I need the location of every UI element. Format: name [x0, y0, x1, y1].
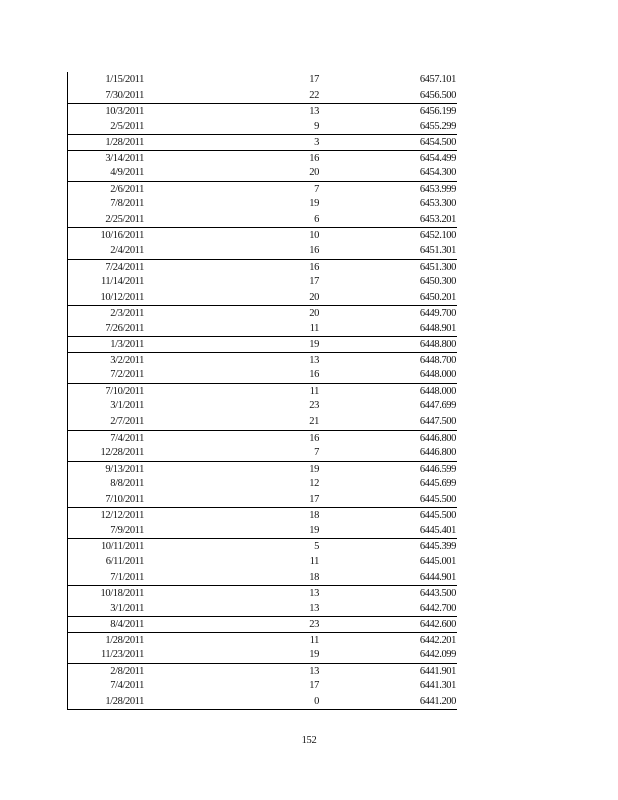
- table-row: [68, 554, 457, 570]
- value-cell: 6448.000: [419, 385, 456, 397]
- count-cell: 13: [309, 588, 319, 600]
- value-cell: 6441.301: [419, 680, 456, 692]
- table-row: [68, 150, 457, 166]
- date-cell: 11/14/2011: [100, 276, 144, 288]
- count-cell: 16: [309, 369, 319, 381]
- table-row: [68, 196, 457, 212]
- date-cell: 9/13/2011: [105, 463, 144, 475]
- date-cell: 3/2/2011: [110, 354, 144, 366]
- count-cell: 16: [309, 432, 319, 444]
- table-row: [68, 445, 457, 461]
- value-cell: 6445.500: [419, 493, 456, 505]
- count-cell: 7: [314, 447, 319, 459]
- value-cell: 6445.699: [419, 478, 456, 490]
- date-cell: 2/5/2011: [110, 120, 144, 132]
- count-cell: 12: [309, 478, 319, 490]
- count-cell: 20: [309, 291, 319, 303]
- count-cell: 13: [309, 602, 319, 614]
- table-row: [68, 383, 457, 399]
- value-cell: 6442.700: [419, 602, 456, 614]
- date-cell: 11/23/2011: [100, 649, 144, 661]
- count-cell: 10: [309, 230, 319, 242]
- date-cell: 7/30/2011: [105, 89, 144, 101]
- table-row: [68, 274, 457, 290]
- table-row: [68, 430, 457, 446]
- table-row: [68, 492, 457, 508]
- count-cell: 7: [314, 183, 319, 195]
- count-cell: 19: [309, 524, 319, 536]
- table-row: [68, 134, 457, 150]
- date-cell: 7/24/2011: [105, 261, 144, 273]
- value-cell: 6452.100: [419, 230, 456, 242]
- date-cell: 3/14/2011: [105, 152, 144, 164]
- date-cell: 7/10/2011: [105, 385, 144, 397]
- date-cell: 7/4/2011: [110, 680, 144, 692]
- value-cell: 6448.700: [419, 354, 456, 366]
- value-cell: 6442.201: [419, 634, 456, 646]
- value-cell: 6454.300: [419, 167, 456, 179]
- table-row: [68, 461, 457, 477]
- date-cell: 8/8/2011: [110, 478, 144, 490]
- count-cell: 18: [309, 510, 319, 522]
- date-cell: 7/8/2011: [110, 198, 144, 210]
- count-cell: 22: [309, 89, 319, 101]
- date-cell: 10/16/2011: [100, 230, 144, 242]
- table-row: [68, 616, 457, 632]
- date-cell: 2/7/2011: [110, 416, 144, 428]
- table-row: [68, 585, 457, 601]
- date-cell: 6/11/2011: [105, 555, 144, 567]
- count-cell: 19: [309, 463, 319, 475]
- value-cell: 6447.699: [419, 400, 456, 412]
- count-cell: 11: [309, 322, 319, 334]
- count-cell: 3: [314, 137, 319, 149]
- table-row: [68, 290, 457, 306]
- table-row: [68, 601, 457, 617]
- data-table: [67, 72, 457, 710]
- value-cell: 6456.199: [419, 106, 456, 118]
- count-cell: 11: [309, 555, 319, 567]
- value-cell: 6457.101: [419, 74, 456, 85]
- value-cell: 6454.499: [419, 152, 456, 164]
- count-cell: 19: [309, 339, 319, 351]
- table-row: [68, 88, 457, 104]
- table-row: [68, 538, 457, 554]
- count-cell: 13: [309, 106, 319, 118]
- count-cell: 18: [309, 571, 319, 583]
- table-row: [68, 570, 457, 586]
- table-row: [68, 647, 457, 663]
- value-cell: 6451.301: [419, 245, 456, 257]
- table-row: [68, 72, 457, 88]
- table-row: [68, 476, 457, 492]
- table-row: [68, 663, 457, 679]
- date-cell: 7/9/2011: [110, 524, 144, 536]
- date-cell: 10/12/2011: [100, 291, 144, 303]
- table-row: [68, 259, 457, 275]
- count-cell: 20: [309, 167, 319, 179]
- table-row: [68, 694, 457, 711]
- value-cell: 6446.800: [419, 447, 456, 459]
- table-row: [68, 321, 457, 337]
- page-number: 152: [301, 735, 317, 746]
- table-row: [68, 678, 457, 694]
- value-cell: 6454.500: [419, 137, 456, 149]
- date-cell: 7/2/2011: [110, 369, 144, 381]
- date-cell: 1/28/2011: [105, 695, 144, 707]
- table-row: [68, 523, 457, 539]
- value-cell: 6447.500: [419, 416, 456, 428]
- count-cell: 0: [314, 695, 319, 707]
- table-row: [68, 243, 457, 259]
- value-cell: 6445.500: [419, 510, 456, 522]
- date-cell: 10/3/2011: [105, 106, 144, 118]
- date-cell: 2/4/2011: [110, 245, 144, 257]
- value-cell: 6448.901: [419, 322, 456, 334]
- count-cell: 16: [309, 261, 319, 273]
- date-cell: 2/25/2011: [105, 213, 144, 225]
- count-cell: 23: [309, 619, 319, 631]
- value-cell: 6453.999: [419, 183, 456, 195]
- date-cell: 10/18/2011: [100, 588, 144, 600]
- table-row: [68, 367, 457, 383]
- value-cell: 6442.099: [419, 649, 456, 661]
- value-cell: 6441.901: [419, 665, 456, 677]
- count-cell: 17: [309, 680, 319, 692]
- count-cell: 11: [309, 385, 319, 397]
- count-cell: 11: [309, 634, 319, 646]
- date-cell: 7/1/2011: [110, 571, 144, 583]
- table-row: [68, 632, 457, 648]
- value-cell: 6441.200: [419, 695, 456, 707]
- table-row: [68, 181, 457, 197]
- date-cell: 7/10/2011: [105, 493, 144, 505]
- value-cell: 6448.800: [419, 339, 456, 351]
- date-cell: 4/9/2011: [110, 167, 144, 179]
- date-cell: 1/15/2011: [105, 74, 144, 85]
- value-cell: 6449.700: [419, 308, 456, 320]
- table-row: [68, 398, 457, 414]
- count-cell: 5: [314, 541, 319, 553]
- date-cell: 10/11/2011: [100, 541, 144, 553]
- count-cell: 17: [309, 276, 319, 288]
- count-cell: 17: [309, 74, 319, 85]
- table-row: [68, 507, 457, 523]
- value-cell: 6456.500: [419, 89, 456, 101]
- value-cell: 6451.300: [419, 261, 456, 273]
- value-cell: 6450.300: [419, 276, 456, 288]
- date-cell: 3/1/2011: [110, 602, 144, 614]
- count-cell: 17: [309, 493, 319, 505]
- date-cell: 12/28/2011: [100, 447, 144, 459]
- count-cell: 6: [314, 213, 319, 225]
- date-cell: 7/26/2011: [105, 322, 144, 334]
- value-cell: 6453.201: [419, 213, 456, 225]
- count-cell: 19: [309, 198, 319, 210]
- value-cell: 6448.000: [419, 369, 456, 381]
- value-cell: 6446.599: [419, 463, 456, 475]
- count-cell: 9: [314, 120, 319, 132]
- date-cell: 1/28/2011: [105, 634, 144, 646]
- value-cell: 6444.901: [419, 571, 456, 583]
- count-cell: 23: [309, 400, 319, 412]
- table-row: [68, 212, 457, 228]
- date-cell: 1/3/2011: [110, 339, 144, 351]
- date-cell: 2/8/2011: [110, 665, 144, 677]
- value-cell: 6443.500: [419, 588, 456, 600]
- count-cell: 20: [309, 308, 319, 320]
- date-cell: 2/3/2011: [110, 308, 144, 320]
- value-cell: 6445.401: [419, 524, 456, 536]
- value-cell: 6445.399: [419, 541, 456, 553]
- table-row: [68, 414, 457, 430]
- value-cell: 6453.300: [419, 198, 456, 210]
- table-row: [68, 227, 457, 243]
- count-cell: 16: [309, 245, 319, 257]
- table-row: [68, 103, 457, 119]
- count-cell: 13: [309, 354, 319, 366]
- count-cell: 21: [309, 416, 319, 428]
- table-row: [68, 352, 457, 368]
- value-cell: 6442.600: [419, 619, 456, 631]
- date-cell: 12/12/2011: [100, 510, 144, 522]
- table-row: [68, 305, 457, 321]
- date-cell: 3/1/2011: [110, 400, 144, 412]
- date-cell: 7/4/2011: [110, 432, 144, 444]
- table-row: [68, 336, 457, 352]
- value-cell: 6446.800: [419, 432, 456, 444]
- value-cell: 6445.001: [419, 555, 456, 567]
- date-cell: 2/6/2011: [110, 183, 144, 195]
- count-cell: 16: [309, 152, 319, 164]
- value-cell: 6455.299: [419, 120, 456, 132]
- date-cell: 1/28/2011: [105, 137, 144, 149]
- count-cell: 19: [309, 649, 319, 661]
- count-cell: 13: [309, 665, 319, 677]
- date-cell: 8/4/2011: [110, 619, 144, 631]
- table-row: [68, 165, 457, 181]
- table-row: [68, 119, 457, 135]
- value-cell: 6450.201: [419, 291, 456, 303]
